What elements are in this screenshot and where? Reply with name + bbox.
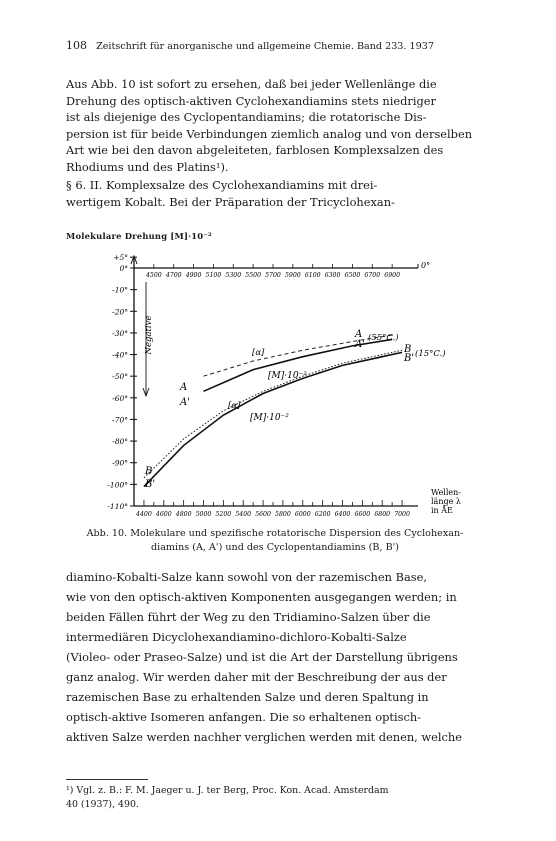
text-line: wie von den optisch-aktiven Komponenten ausgegangen werden; in <box>66 590 457 604</box>
y-tick-label: -30° <box>112 328 128 338</box>
curve-label-B-start: B <box>145 466 153 477</box>
bottom-tick-label: 6000 <box>294 511 311 518</box>
paragraph-1 <box>66 76 489 175</box>
text-line: intermediären Dicyclohexandiamino-dichloro-Kobalti-Salze <box>66 630 407 644</box>
x-axis-title-line-1: Wellen- <box>431 488 462 497</box>
top-tick-label: 4900 <box>185 272 202 279</box>
curve-label-B-prime-end: B' <box>404 353 415 364</box>
text-line: razemischen Base zu erhaltenden Salze und deren Spaltung in <box>66 690 429 704</box>
y-tick-label: 0° <box>119 264 128 273</box>
bottom-tick-label: 6200 <box>314 511 331 518</box>
bottom-tick-label: 6800 <box>374 511 391 518</box>
curve-label-B-prime-start: B' <box>145 479 156 490</box>
top-tick-label: 5300 <box>225 272 242 279</box>
bottom-tick-label: 5600 <box>255 511 271 518</box>
alpha-label-lower: [α] <box>228 401 241 411</box>
footnote-line-2: 40 (1937), 490. <box>66 799 139 810</box>
paragraph-3 <box>66 567 489 747</box>
top-tick-label: 6900 <box>384 272 401 279</box>
text-line: § 6. II. Komplexsalze des Cyclohexandiamins mit drei- <box>66 178 378 192</box>
caption-line-2: diamins (A, A') und des Cyclopentandiamins (B, B') <box>150 542 399 553</box>
figure-caption <box>60 527 490 555</box>
bottom-tick-label: 4600 <box>155 511 172 518</box>
y-tick-label: -110° <box>107 502 128 511</box>
text-line: Rhodiums und des Platins¹). <box>66 159 229 174</box>
y-tick-label: -10° <box>112 285 128 295</box>
text-line: wertigem Kobalt. Bei der Präparation der Tricyclohexan- <box>66 194 395 209</box>
paragraph-2 <box>66 177 489 210</box>
y-tick-label: -60° <box>112 393 128 403</box>
caption-line-1: Abb. 10. Molekulare und spezifische rotatorische Dispersion des Cyclohexan- <box>86 528 464 539</box>
footnote-rule <box>66 779 148 780</box>
curve-label-A-prime-end: A' <box>355 339 365 350</box>
figure-10-chart <box>0 240 556 540</box>
text-line: Aus Abb. 10 ist sofort zu ersehen, daß bei jeder Wellenlänge die <box>66 77 437 91</box>
y-tick-label: -40° <box>112 350 128 360</box>
text-line: persion ist für beide Verbindungen ziemlich analog und von derselben <box>66 126 473 141</box>
curve-label-B-end: B <box>404 344 412 355</box>
top-tick-label: 5900 <box>284 272 301 279</box>
text-line: diamino-Kobalti-Salze kann sowohl von der razemischen Base, <box>66 570 427 584</box>
y-tick-label: -70° <box>112 415 128 425</box>
running-header <box>66 40 476 53</box>
x-axis-title-line-3: in ÅE <box>431 506 453 515</box>
right-zero-label: 0° <box>421 261 431 270</box>
top-tick-label: 6300 <box>324 272 341 279</box>
top-tick-label: 5100 <box>205 272 222 279</box>
y-tick-label: -90° <box>112 458 128 468</box>
page-number: 108 <box>66 39 87 52</box>
text-line: optisch-aktive Isomeren anfangen. Die so erhaltenen optisch- <box>66 710 422 724</box>
curve-label-B-temp: (15°C.) <box>415 349 446 359</box>
curve-label-A-temp: (55°C.) <box>368 333 399 343</box>
M-label-lower: [M]·10⁻² <box>250 413 289 423</box>
bottom-tick-label: 4800 <box>175 511 192 518</box>
top-tick-label: 6500 <box>344 272 361 279</box>
top-tick-label: 4700 <box>165 272 182 279</box>
bottom-tick-label: 7000 <box>394 511 410 518</box>
top-tick-label: 4500 <box>145 272 162 279</box>
bottom-tick-label: 5200 <box>215 511 232 518</box>
bottom-tick-label: 6600 <box>354 511 371 518</box>
curve-label-A-start: A <box>180 382 188 393</box>
text-line: (Violeo- oder Praseo-Salze) und ist die Art der Darstellung übrigens <box>66 650 458 664</box>
top-tick-label: 5500 <box>245 272 262 279</box>
bottom-tick-label: 4400 <box>136 511 152 518</box>
top-tick-label: 6100 <box>304 272 321 279</box>
curve-label-A-end: A <box>355 329 363 340</box>
bottom-tick-label: 5800 <box>275 511 291 518</box>
y-tick-label: -20° <box>112 307 128 317</box>
y-tick-label: -80° <box>112 437 128 447</box>
M-label-upper: [M]·10⁻² <box>268 371 307 381</box>
chart-curves <box>144 335 402 486</box>
bottom-tick-label: 5400 <box>235 511 252 518</box>
y-tick-label: -100° <box>107 480 128 490</box>
figure-y-axis-title: Molekulare Drehung [M]·10⁻² <box>66 231 212 241</box>
text-line: ist als diejenige des Cyclopentandiamins; die rotatorische Dis- <box>66 110 427 124</box>
text-line: Art wie bei den davon abgeleiteten, farblosen Komplexsalzen des <box>66 143 444 157</box>
negative-label: Negative <box>144 315 154 355</box>
footnote-line-1: ¹) Vgl. z. B.: F. M. Jaeger u. J. ter Berg, Proc. Kon. Acad. Amsterdam <box>66 785 389 796</box>
running-title: Zeitschrift für anorganische und allgemeine Chemie. Band 233. 1937 <box>96 41 434 52</box>
top-tick-label: 5700 <box>265 272 281 279</box>
x-axis-title-line-2: länge λ <box>431 497 461 506</box>
y-tick-label: +5° <box>113 253 128 263</box>
chart-annotations <box>144 261 461 515</box>
y-tick-label: -50° <box>112 372 128 382</box>
chart-axes <box>130 256 418 506</box>
bottom-tick-label: 6400 <box>334 511 351 518</box>
text-line: Drehung des optisch-aktiven Cyclohexandiamins stets niedriger <box>66 93 436 108</box>
curve-label-A-prime-start: A' <box>180 397 190 408</box>
text-line: aktiven Salze werden nachher verglichen werden mit denen, welche <box>66 730 463 744</box>
text-line: ganz analog. Wir werden daher mit der Beschreibung der aus der <box>66 670 447 684</box>
alpha-label-upper: [α] <box>252 348 265 358</box>
top-tick-label: 6700 <box>364 272 381 279</box>
footnote <box>66 784 489 812</box>
bottom-tick-label: 5000 <box>195 511 212 518</box>
text-line: beiden Fällen führt der Weg zu den Tridiamino-Salzen über die <box>66 610 431 624</box>
